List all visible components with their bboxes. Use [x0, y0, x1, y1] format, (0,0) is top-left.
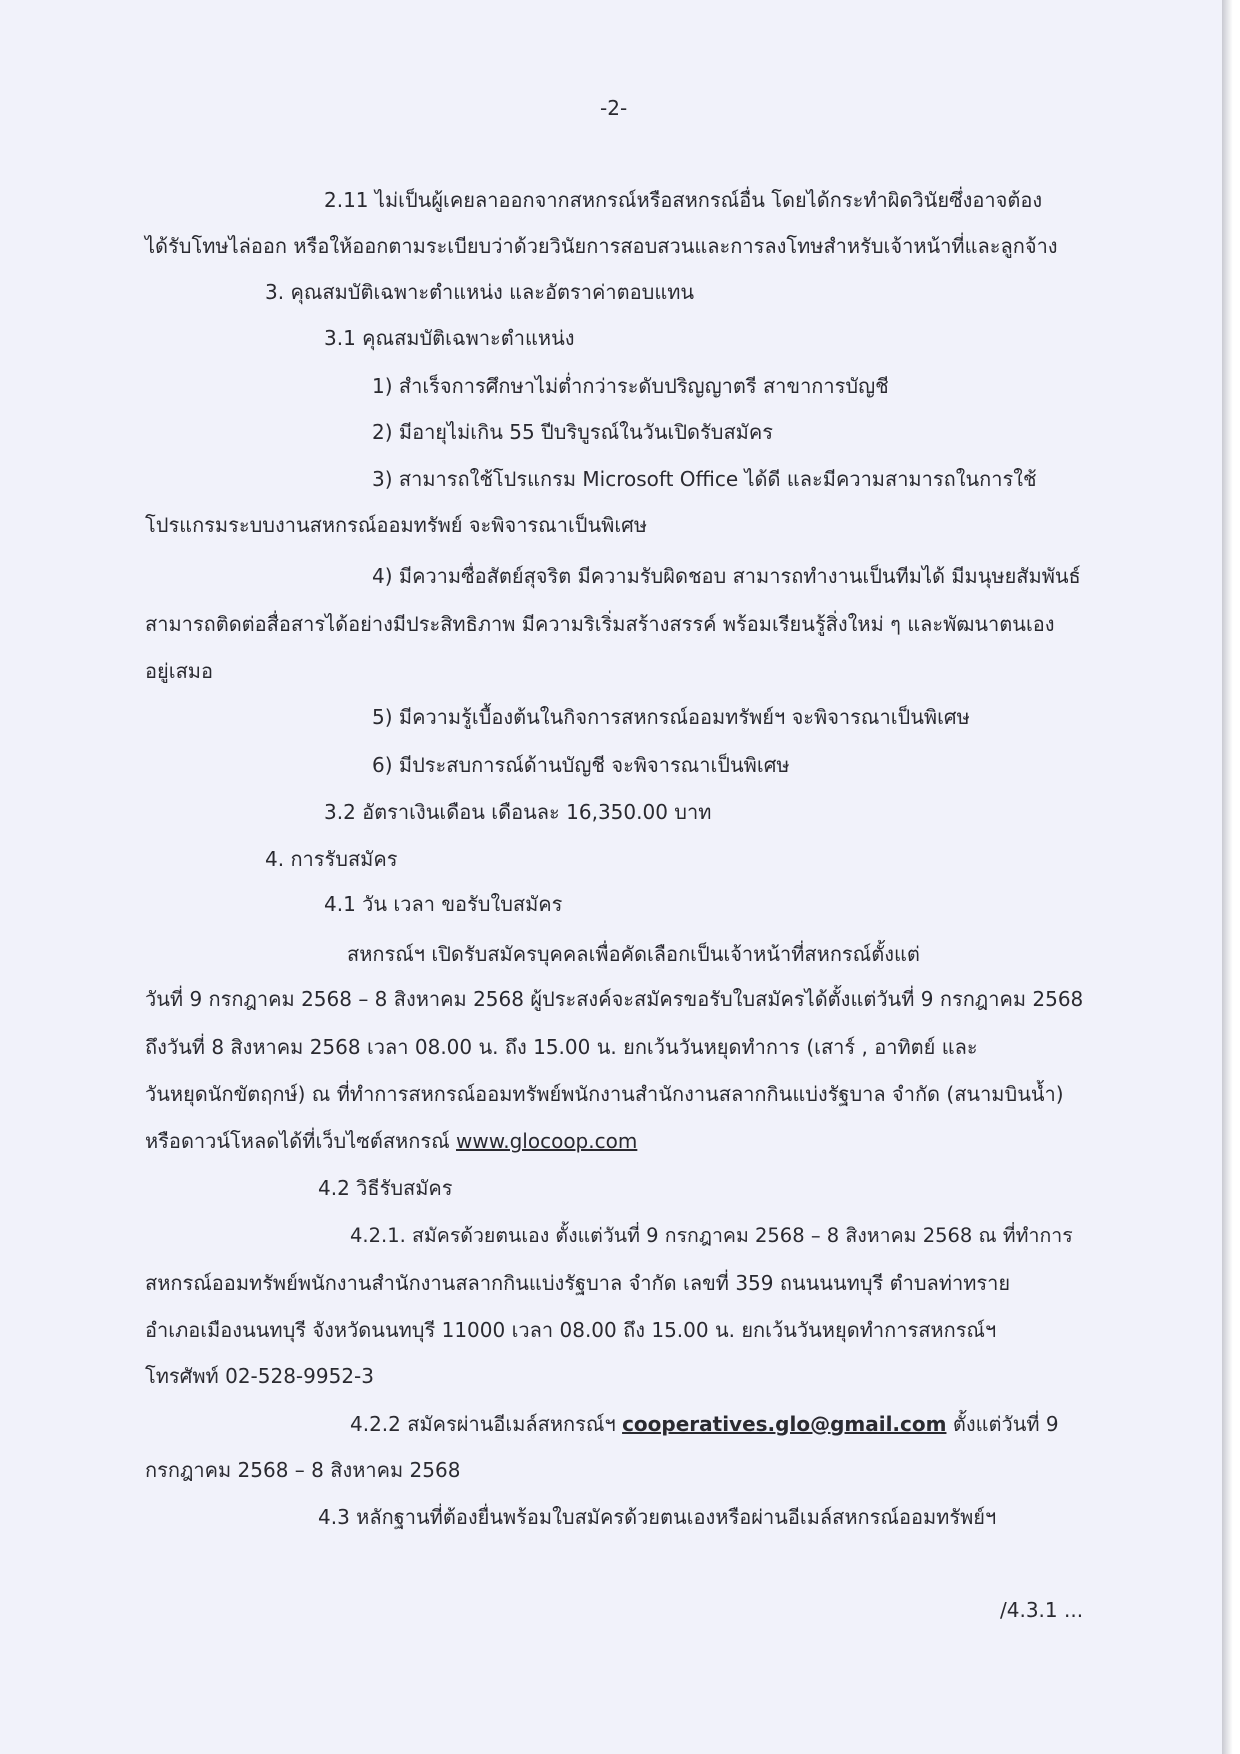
section-4-2-heading: 4.2 วิธีรับสมัคร [318, 1176, 453, 1200]
apply-by-email-suffix: ตั้งแต่วันที่ 9 [952, 1412, 1059, 1436]
qualification-2: 2) มีอายุไม่เกิน 55 ปีบริบูรณ์ในวันเปิดรับสมัคร [372, 420, 773, 444]
continued-marker: /4.3.1 ... [1000, 1598, 1084, 1622]
page-edge [1222, 0, 1240, 1754]
qualification-5: 5) มีความรู้เบื้องต้นในกิจการสหกรณ์ออมทรัพย์ฯ จะพิจารณาเป็นพิเศษ [372, 705, 970, 729]
application-period-line3: ถึงวันที่ 8 สิงหาคม 2568 เวลา 08.00 น. ถึง 15.00 น. ยกเว้นวันหยุดทำการ (เสาร์ , อาทิตย์ และ [145, 1035, 978, 1059]
apply-by-email-line2: กรกฎาคม 2568 – 8 สิงหาคม 2568 [145, 1458, 461, 1482]
section-4-1-heading: 4.1 วัน เวลา ขอรับใบสมัคร [324, 892, 563, 916]
apply-by-email-line1 [350, 1410, 1059, 1438]
application-period-line5 [145, 1127, 637, 1155]
clause-2-11-line1: 2.11 ไม่เป็นผู้เคยลาออกจากสหกรณ์หรือสหกรณ์อื่น โดยได้กระทำผิดวินัยซึ่งอาจต้อง [324, 188, 1043, 212]
website-link[interactable]: www.glocoop.com [456, 1129, 638, 1153]
qualification-4-line1: 4) มีความซื่อสัตย์สุจริต มีความรับผิดชอบ สามารถทำงานเป็นทีมได้ มีมนุษยสัมพันธ์ [372, 564, 1081, 588]
clause-2-11-line2: ได้รับโทษไล่ออก หรือให้ออกตามระเบียบว่าด้วยวินัยการสอบสวนและการลงโทษสำหรับเจ้าหน้าที่และลูกจ้าง [145, 234, 1058, 258]
page-number: -2- [600, 96, 628, 120]
apply-in-person-line2: สหกรณ์ออมทรัพย์พนักงานสำนักงานสลากกินแบ่งรัฐบาล จำกัด เลขที่ 359 ถนนนนทบุรี ตำบลท่าทราย [145, 1271, 1011, 1295]
section-4-3-heading: 4.3 หลักฐานที่ต้องยื่นพร้อมใบสมัครด้วยตนเองหรือผ่านอีเมล์สหกรณ์ออมทรัพย์ฯ [318, 1505, 997, 1529]
salary-rate: 3.2 อัตราเงินเดือน เดือนละ 16,350.00 บาท [324, 800, 712, 824]
apply-in-person-line4: โทรศัพท์ 02-528-9952-3 [145, 1364, 374, 1388]
application-period-line2: วันที่ 9 กรกฎาคม 2568 – 8 สิงหาคม 2568 ผู้ประสงค์จะสมัครขอรับใบสมัครได้ตั้งแต่วันที่ 9 กรกฎาคม 2568 [145, 987, 1084, 1011]
section-3-heading: 3. คุณสมบัติเฉพาะตำแหน่ง และอัตราค่าตอบแทน [265, 280, 695, 304]
application-period-line4: วันหยุดนักขัตฤกษ์) ณ ที่ทำการสหกรณ์ออมทรัพย์พนักงานสำนักงานสลากกินแบ่งรัฐบาล จำกัด (สนามบินน้ำ) [145, 1082, 1064, 1106]
download-text: หรือดาวน์โหลดได้ที่เว็บไซต์สหกรณ์ [145, 1129, 450, 1153]
qualification-6: 6) มีประสบการณ์ด้านบัญชี จะพิจารณาเป็นพิเศษ [372, 753, 790, 777]
qualification-4-line3: อยู่เสมอ [145, 659, 213, 683]
apply-in-person-line3: อำเภอเมืองนนทบุรี จังหวัดนนทบุรี 11000 เวลา 08.00 ถึง 15.00 น. ยกเว้นวันหยุดทำการสหกรณ์ฯ [145, 1318, 997, 1342]
qualification-3-line2: โปรแกรมระบบงานสหกรณ์ออมทรัพย์ จะพิจารณาเป็นพิเศษ [145, 513, 648, 537]
application-period-line1: สหกรณ์ฯ เปิดรับสมัครบุคคลเพื่อคัดเลือกเป็นเจ้าหน้าที่สหกรณ์ตั้งแต่ [347, 942, 920, 966]
qualification-3-line1: 3) สามารถใช้โปรแกรม Microsoft Office ได้ดี และมีความสามารถในการใช้ [372, 467, 1037, 491]
qualification-1: 1) สำเร็จการศึกษาไม่ต่ำกว่าระดับปริญญาตรี สาขาการบัญชี [372, 374, 889, 398]
apply-by-email-prefix: 4.2.2 สมัครผ่านอีเมล์สหกรณ์ฯ [350, 1412, 616, 1436]
email-link[interactable]: cooperatives.glo@gmail.com [622, 1412, 947, 1436]
section-3-1-heading: 3.1 คุณสมบัติเฉพาะตำแหน่ง [324, 326, 575, 350]
section-4-heading: 4. การรับสมัคร [265, 847, 398, 871]
qualification-4-line2: สามารถติดต่อสื่อสารได้อย่างมีประสิทธิภาพ มีความริเริ่มสร้างสรรค์ พร้อมเรียนรู้สิ่งใหม่ ๆ และพัฒนาตนเอง [145, 612, 1055, 636]
apply-in-person-line1: 4.2.1. สมัครด้วยตนเอง ตั้งแต่วันที่ 9 กรกฎาคม 2568 – 8 สิงหาคม 2568 ณ ที่ทำการ [350, 1224, 1073, 1247]
